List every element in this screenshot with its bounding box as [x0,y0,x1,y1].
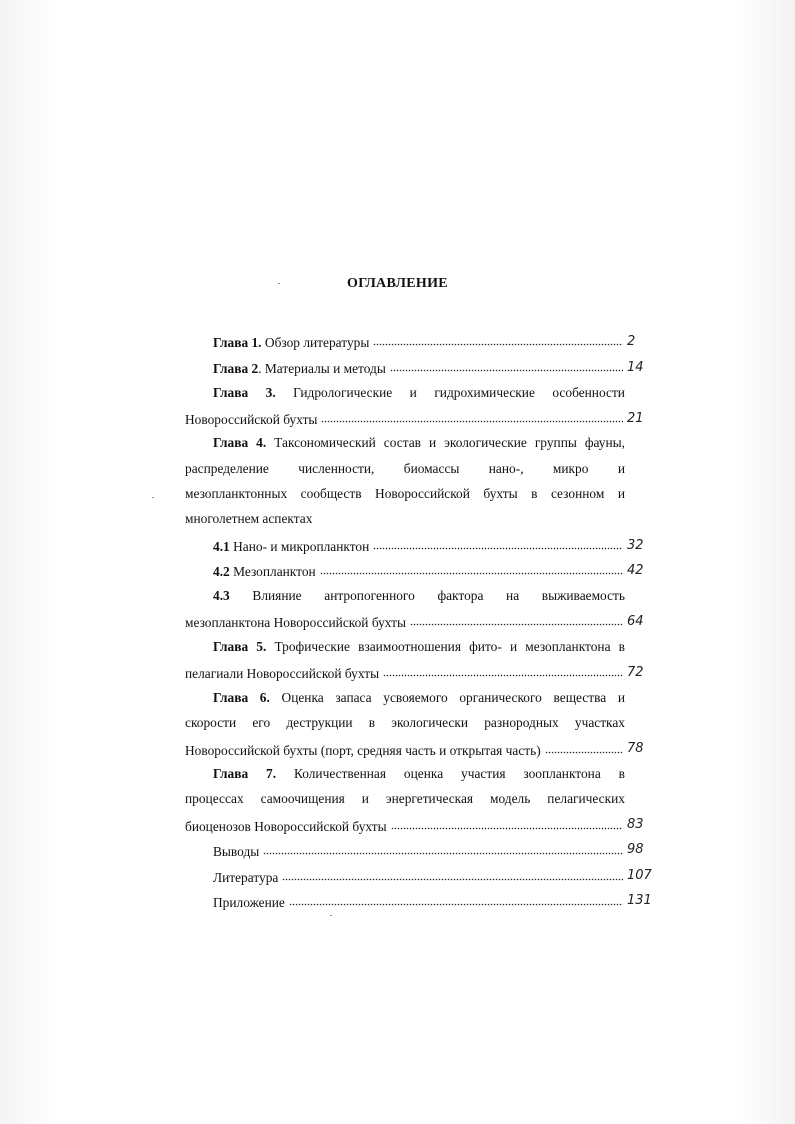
entry-title-line-2: мезопланктона Новороссийской бухты [185,615,407,630]
dot-leader [373,333,623,347]
entry-title-line-2: Новороссийской бухты [185,412,318,427]
entry-title-line-1: Таксономический состав и экологические группы фауны, [274,435,625,450]
toc-entry-chapter-1 [213,333,625,353]
page-number: 98 [627,842,644,857]
page-title: ОГЛАВЛЕНИЕ [347,276,448,291]
toc-entry-chapter-3 [213,385,625,405]
page-number: 107 [627,868,652,883]
toc-entry-chapter-3-cont [185,410,625,430]
entry-title: Приложение [213,895,285,910]
entry-label: Глава 6. [213,690,270,705]
entry-title: Нано- и микропланктон [233,539,370,554]
toc-entry-chapter-2 [213,359,625,379]
toc-entry-section-4-1 [213,537,625,557]
dot-leader [545,741,623,755]
entry-label: Глава 5. [213,639,267,654]
dot-leader [320,562,623,576]
entry-title-line-1: Трофические взаимоотношения фито- и мезопланктона в [274,639,625,654]
entry-title: Выводы [213,844,260,859]
dot-leader [410,613,623,627]
entry-title-line-3: биоценозов Новороссийской бухты [185,819,387,834]
entry-title-line-2: пелагиали Новороссийской бухты [185,666,380,681]
entry-title-line-1: Количественная оценка участия зоопланктона в [293,766,625,781]
entry-title-line-4: многолетнем аспектах [185,511,313,526]
toc-entry-conclusions [213,842,625,862]
dot-leader [373,537,623,551]
dot-leader [390,359,623,373]
toc-entry-chapter-5-cont [185,664,625,684]
entry-title-line-3: Новороссийской бухты (порт, средняя часть и открытая часть) [185,743,541,758]
entry-label: Глава 3. [213,385,276,400]
entry-title-line-2: распределение численности, биомассы нано-, микро и [185,461,625,476]
dot-leader [289,893,623,907]
dot-leader [391,817,623,831]
toc-entry-chapter-7-cont [185,817,625,837]
dot-leader [383,664,623,678]
toc-entry-section-4-2 [213,562,625,582]
page-number: 2 [627,334,636,349]
entry-label: Глава 4. [213,435,267,450]
entry-label: Глава 2 [213,361,259,376]
toc-entry-chapter-6-cont [185,741,625,761]
page-number: 21 [627,411,644,426]
entry-title-line-1: Влияние антропогенного фактора на выживаемость [252,588,625,603]
entry-label: 4.2 [213,564,230,579]
entry-title: Литература [213,870,279,885]
entry-label: 4.3 [213,588,230,603]
toc-entry-references [213,868,625,888]
entry-title: . Материалы и методы [258,361,386,376]
dot-leader [263,842,623,856]
scan-speck [152,497,154,498]
dot-leader [282,868,623,882]
page-number: 78 [627,741,644,756]
page-number: 83 [627,817,644,832]
toc-entry-section-4-3-cont [185,613,625,633]
entry-label: Глава 7. [213,766,277,781]
entry-label: Глава 1. [213,335,262,350]
page-number: 42 [627,563,644,578]
page-number: 64 [627,614,644,629]
toc-entry-appendix [213,893,625,913]
scan-speck [330,915,332,916]
entry-title-line-3: мезопланктонных сообществ Новороссийской бухты в сезонном и [185,486,625,501]
entry-label: 4.1 [213,539,230,554]
entry-title-line-1: Оценка запаса усвояемого органического вещества и [281,690,625,705]
toc-entry-chapter-6 [213,690,625,710]
toc-entry-chapter-4 [213,435,625,455]
entry-title-line-2: скорости его деструкции в экологически разнородных участках [185,715,625,730]
entry-title: Обзор литературы [264,335,370,350]
entry-title-line-2: процессах самоочищения и энергетическая модель пелагических [185,791,625,806]
toc-entry-chapter-5 [213,639,625,659]
page-number: 14 [627,360,644,375]
toc-entry-section-4-3 [213,588,625,608]
toc-entry-chapter-7 [213,766,625,786]
entry-title-line-1: Гидрологические и гидрохимические особенности [293,385,625,400]
scan-speck [278,283,280,284]
page-number: 32 [627,538,644,553]
dot-leader [321,410,623,424]
entry-title: Мезопланктон [233,564,316,579]
page-number: 72 [627,665,644,680]
page-number: 131 [627,893,652,908]
